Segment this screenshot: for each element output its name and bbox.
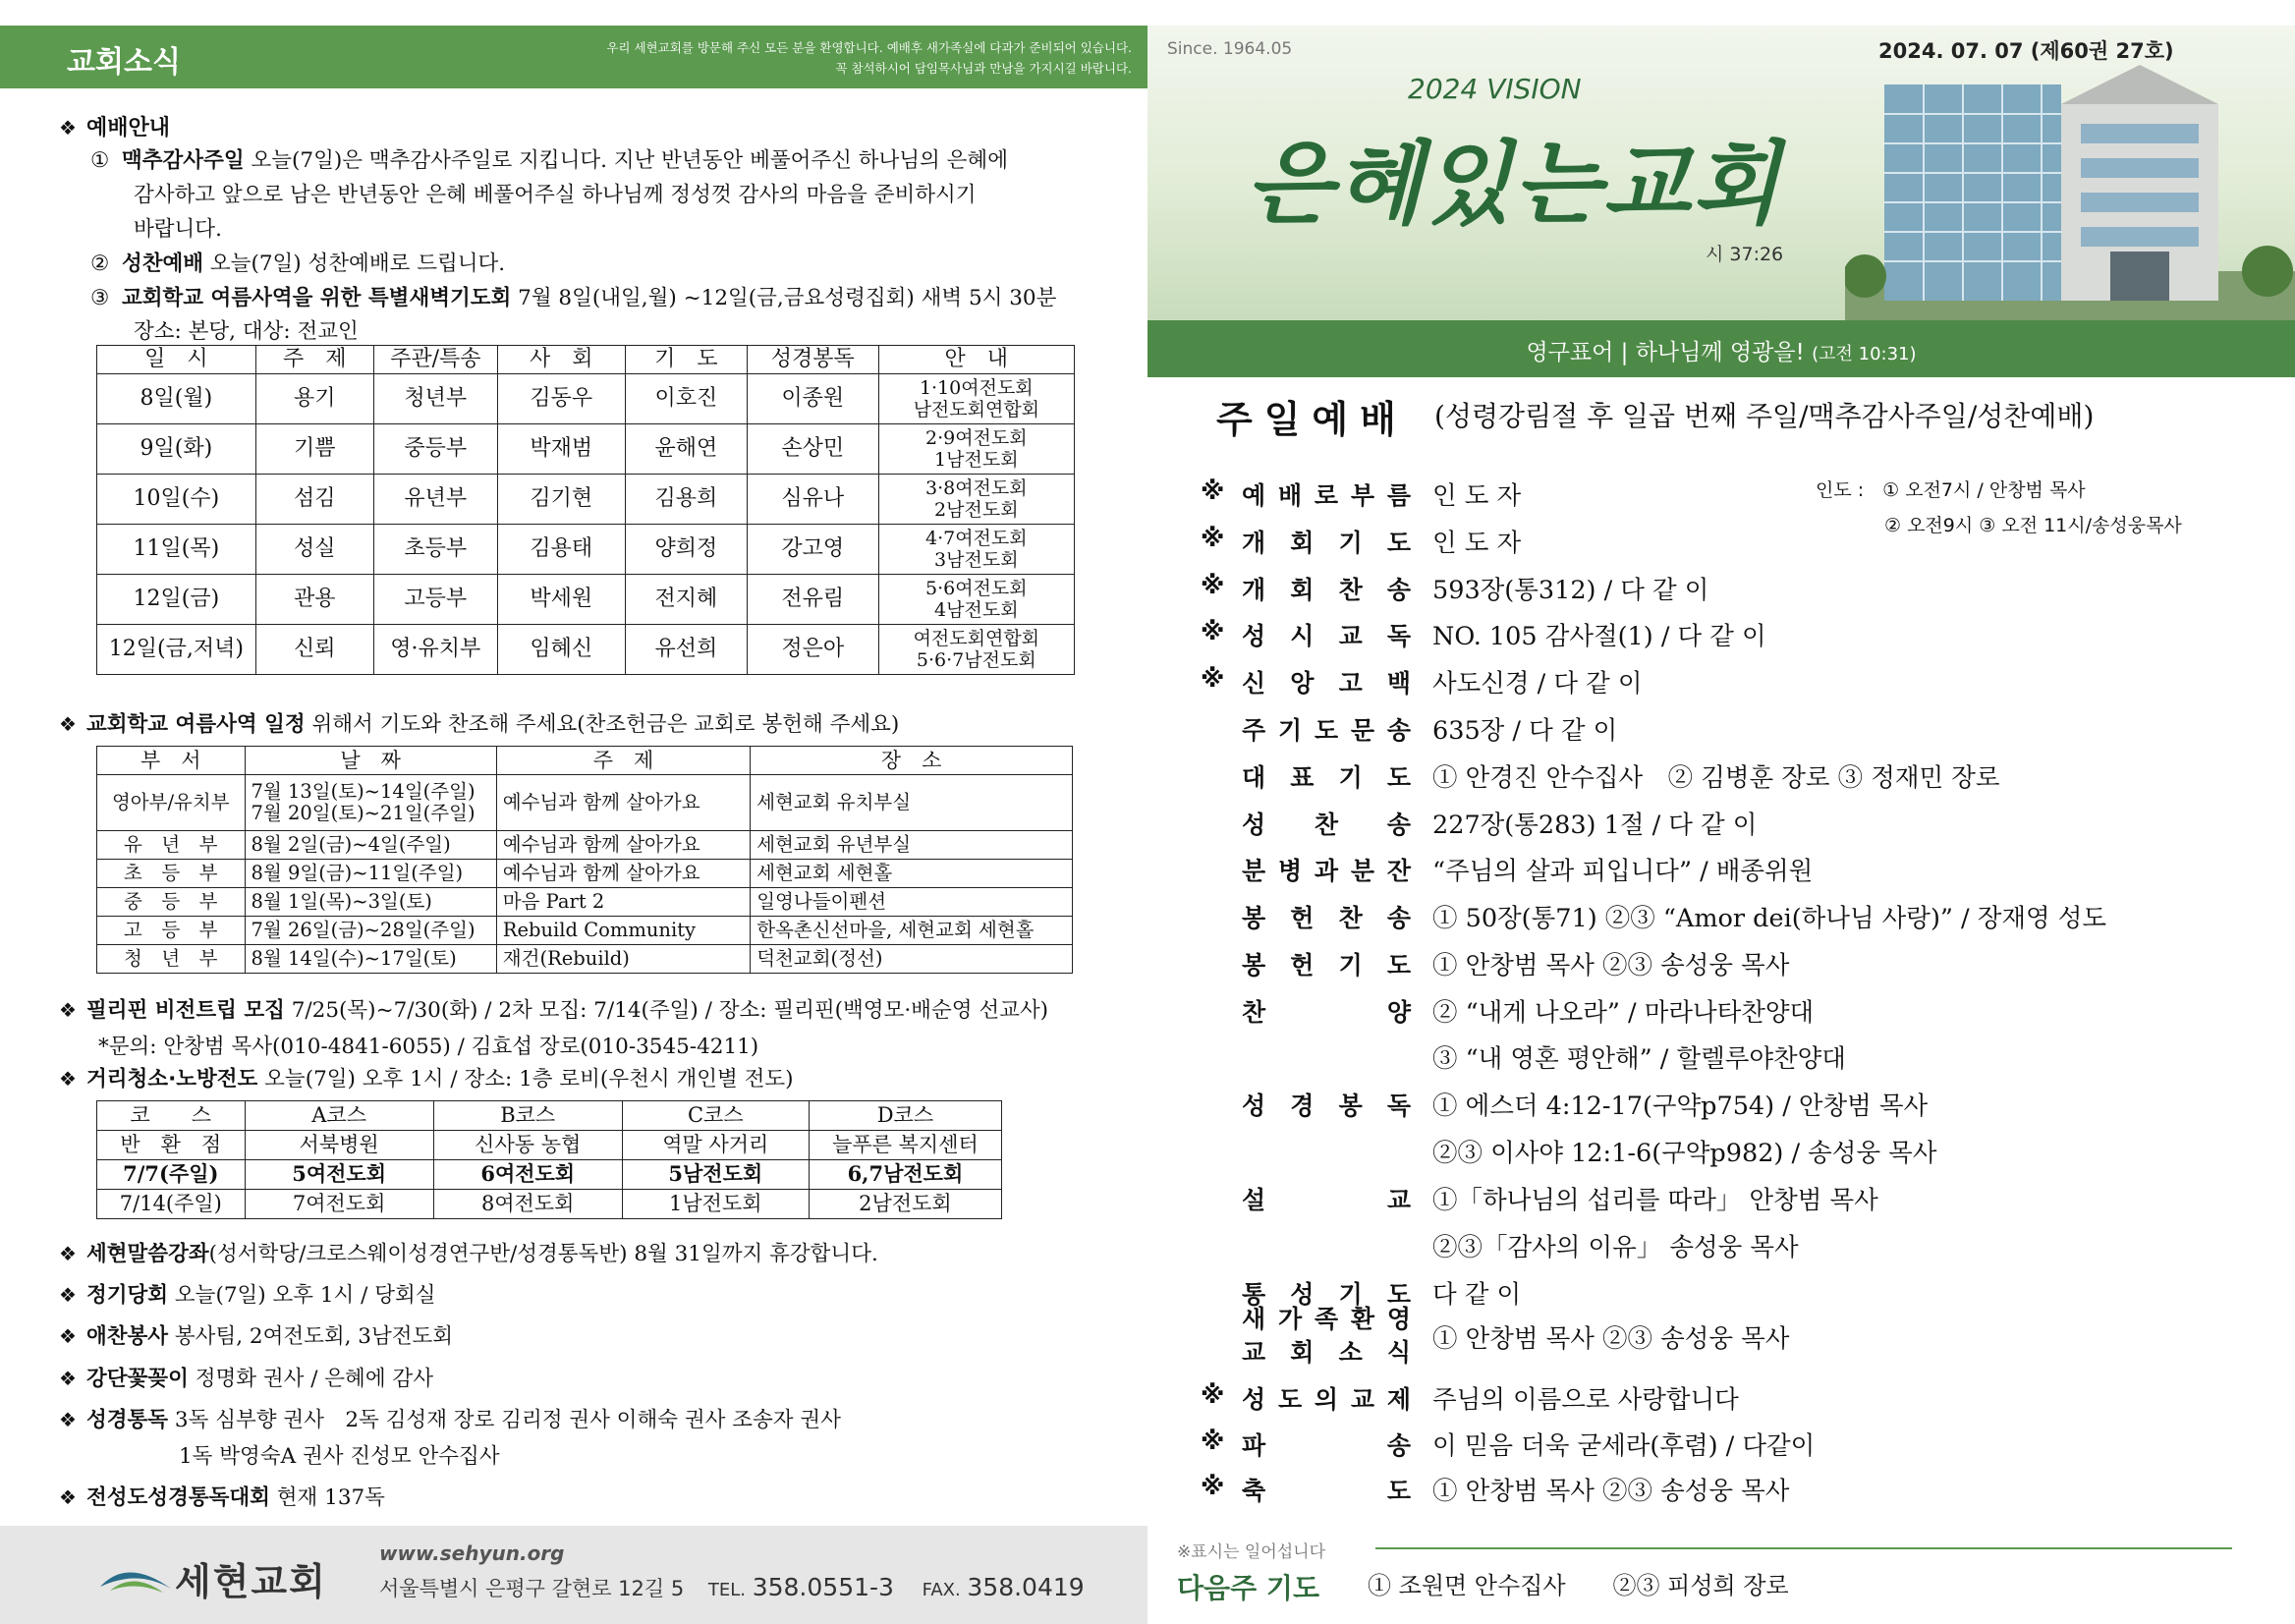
table-header-cell: 부 서	[97, 747, 246, 775]
table-cell: 8여전도회	[433, 1190, 622, 1219]
table-cell: 8월 14일(수)~17일(토)	[245, 945, 496, 974]
order-value: 사도신경 / 다 같 이	[1432, 669, 1643, 699]
standing-mark-icon: ※	[1201, 1427, 1225, 1455]
newsletter-title: 은혜있는교회	[1246, 132, 1782, 237]
table-cell: 7여전도회	[245, 1190, 433, 1219]
table-row	[97, 917, 1073, 945]
table-cell: 한옥촌신선마을, 세현교회 세현홀	[751, 917, 1073, 945]
table-cell: 강고영	[747, 525, 878, 575]
table-cell: 유 년 부	[97, 831, 246, 860]
table-cell: 여전도회연합회 5·6·7남전도회	[878, 625, 1074, 675]
worship-info-line	[90, 143, 1008, 174]
table-cell: 초등부	[373, 525, 497, 575]
item-title: 교회학교 여름사역을 위한 특별새벽기도회	[122, 286, 512, 310]
item-number: ②	[90, 252, 110, 276]
next-week-divider	[1375, 1547, 2232, 1549]
notice-item	[59, 1237, 878, 1267]
table-cell: 초 등 부	[97, 860, 246, 888]
table-row	[97, 525, 1075, 575]
order-label	[1242, 852, 1411, 887]
table-cell: 세현교회 세현홀	[751, 860, 1073, 888]
table-cell: 11일(목)	[97, 525, 256, 575]
order-label-text: 주 기 도 문 송	[1242, 716, 1411, 745]
order-label-text: 통 성 기 도	[1242, 1280, 1411, 1309]
footer-church-name: 세현교회	[175, 1560, 327, 1603]
table-cell: Rebuild Community	[496, 917, 750, 945]
diamond-bullet-icon: ❖	[59, 1283, 77, 1307]
diamond-bullet-icon: ❖	[59, 712, 77, 736]
table-cell: 역말 사거리	[622, 1131, 809, 1160]
notice-item	[179, 1439, 500, 1470]
table-cell: 10일(수)	[97, 475, 256, 525]
diamond-bullet-icon: ❖	[59, 1408, 77, 1431]
notice-text: 1독 박영숙A 권사 진성모 안수집사	[179, 1444, 500, 1469]
table-header-cell: 날 짜	[245, 747, 496, 775]
table-cell: 김용희	[625, 475, 747, 525]
footer-contact: 서울특별시 은평구 갈현로 12길 5 TEL. 358.0551-3 FAX. 358.0419	[379, 1573, 1085, 1601]
order-label	[1242, 1427, 1411, 1462]
worship-heading: ❖ 예배안내	[59, 116, 171, 140]
table-cell: 일영나들이펜션	[751, 888, 1073, 917]
table-cell: 전지혜	[625, 575, 747, 625]
diamond-bullet-icon: ❖	[59, 1485, 77, 1509]
table-cell: 2남전도회	[809, 1190, 1001, 1219]
item-title: 맥추감사주일	[122, 148, 245, 173]
order-value: 주님의 이름으로 사랑합니다	[1432, 1385, 1739, 1415]
standing-mark-icon: ※	[1201, 524, 1225, 552]
item-number: ①	[90, 148, 110, 173]
table-cell: 성실	[255, 525, 373, 575]
order-label-text: 성 도 의 교 제	[1242, 1385, 1411, 1414]
standing-mark-icon: ※	[1201, 664, 1225, 693]
worship-info-line	[134, 212, 222, 243]
order-value: ②③ 이사야 12:1-6(구약p982) / 송성웅 목사	[1432, 1139, 1937, 1168]
diamond-bullet-icon: ❖	[59, 1242, 77, 1265]
order-value: ① 안창범 목사 ②③ 송성웅 목사	[1432, 951, 1790, 980]
table-cell: 7/14(주일)	[97, 1190, 246, 1219]
table-cell: 영아부/유치부	[97, 775, 246, 831]
order-value: 이 믿음 더욱 굳세라(후렴) / 다같이	[1432, 1431, 1816, 1461]
table-header-cell: 주 제	[496, 747, 750, 775]
cleaning-heading: ❖ 거리청소·노방전도 오늘(7일) 오후 1시 / 장소: 1층 로비(우천시 개인별 전도)	[59, 1067, 794, 1092]
table-cell: 5여전도회	[245, 1160, 433, 1190]
philippines-inquiry: *문의: 안창범 목사(010-4841-6055) / 김효섭 장로(010-3545-4211)	[98, 1035, 759, 1059]
order-label-text: 개 회 찬 송	[1242, 576, 1411, 604]
church-logo-icon	[98, 1547, 173, 1596]
standing-mark-icon: ※	[1201, 571, 1225, 599]
order-label	[1242, 476, 1411, 512]
standing-mark-icon: ※	[1201, 1380, 1225, 1409]
table-header-cell: 장 소	[751, 747, 1073, 775]
order-label-text: 개 회 기 도	[1242, 529, 1411, 557]
table-cell: 용기	[255, 374, 373, 424]
leader-info-1: 인도 : ① 오전7시 / 안창범 목사	[1816, 479, 2086, 501]
table-header-cell: C코스	[622, 1101, 809, 1131]
notice-title: 정기당회	[86, 1283, 169, 1308]
table-header-row	[97, 346, 1075, 374]
table-row	[97, 424, 1075, 475]
table-cell: 반 환 점	[97, 1131, 246, 1160]
table-cell: 중등부	[373, 424, 497, 475]
order-label	[1242, 571, 1411, 606]
item-text: 7월 8일(내일,월) ~12일(금,금요성령집회) 새벽 5시 30분	[511, 286, 1057, 310]
table-cell: 세현교회 유치부실	[751, 775, 1073, 831]
notice-title: 강단꽃꽂이	[86, 1367, 189, 1391]
table-cell: 8월 9일(금)~11일(주일)	[245, 860, 496, 888]
prayer-meeting-table	[96, 345, 1075, 675]
order-label-text: 예 배 로 부 름	[1242, 481, 1411, 510]
footer-tel: 358.0551-3	[752, 1573, 894, 1601]
table-cell: 7/7(주일)	[97, 1160, 246, 1190]
notice-text: 정명화 권사 / 은혜에 감사	[188, 1367, 433, 1391]
table-cell: 임혜신	[497, 625, 625, 675]
motto-text: 영구표어 | 하나님께 영광을! (고전 10:31)	[1526, 340, 1917, 365]
diamond-bullet-icon: ❖	[59, 1324, 77, 1348]
notice-title: 애찬봉사	[86, 1324, 169, 1349]
table-header-cell: 코 스	[97, 1101, 246, 1131]
table-row	[97, 831, 1073, 860]
diamond-bullet-icon: ❖	[59, 998, 77, 1022]
church-building-image	[1845, 45, 2295, 320]
table-header-cell: 사 회	[497, 346, 625, 374]
table-cell: 8월 1일(목)~3일(토)	[245, 888, 496, 917]
table-cell: 이종원	[747, 374, 878, 424]
table-row	[97, 945, 1073, 974]
table-cell: 신뢰	[255, 625, 373, 675]
order-value: ① 에스더 4:12-17(구약p754) / 안창범 목사	[1432, 1092, 1929, 1121]
table-cell: 12일(금,저녁)	[97, 625, 256, 675]
table-cell: 양희정	[625, 525, 747, 575]
table-cell: 5·6여전도회 4남전도회	[878, 575, 1074, 625]
leader-info-2: ② 오전9시 ③ 오전 11시/송성웅목사	[1884, 515, 2182, 536]
order-value: ① 안창범 목사 ②③ 송성웅 목사	[1432, 1324, 1790, 1354]
order-value: ② “내게 나오라” / 마라나타찬양대	[1432, 998, 1815, 1028]
table-row	[97, 1160, 1002, 1190]
item-text: 오늘(7일)은 맥추감사주일로 지킵니다. 지난 반년동안 베풀어주신 하나님의 은혜에	[244, 148, 1008, 173]
table-cell: 정은아	[747, 625, 878, 675]
order-label-text: 봉 헌 찬 송	[1242, 904, 1411, 932]
order-label-text: 봉 헌 기 도	[1242, 951, 1411, 980]
table-cell: 3·8여전도회 2남전도회	[878, 475, 1074, 525]
order-value: “주님의 살과 피입니다” / 배종위원	[1432, 857, 1814, 886]
table-cell: 9일(화)	[97, 424, 256, 475]
order-label-text: 파 송	[1242, 1431, 1411, 1460]
table-header-row	[97, 747, 1073, 775]
table-row	[97, 575, 1075, 625]
table-cell: 전유림	[747, 575, 878, 625]
order-label-text: 대 표 기 도	[1242, 763, 1411, 792]
order-label	[1242, 993, 1411, 1029]
notice-text: 현재 137독	[269, 1485, 385, 1510]
notice-item	[59, 1278, 436, 1309]
table-cell: 김동우	[497, 374, 625, 424]
diamond-bullet-icon: ❖	[59, 1367, 77, 1390]
philippines-heading: ❖ 필리핀 비전트립 모집 7/25(목)~7/30(화) / 2차 모집: 7/14(주일) / 장소: 필리핀(백영모·배순영 선교사)	[59, 998, 1049, 1023]
table-header-cell: 주 제	[255, 346, 373, 374]
masthead-banner	[1148, 26, 2295, 320]
table-cell: 유선희	[625, 625, 747, 675]
table-cell: 7월 26일(금)~28일(주일)	[245, 917, 496, 945]
order-label-text: 성 찬 송	[1242, 811, 1411, 839]
order-label	[1242, 617, 1411, 652]
table-cell: 4·7여전도회 3남전도회	[878, 525, 1074, 575]
table-cell: 박세원	[497, 575, 625, 625]
order-label-text: 성 시 교 독	[1242, 622, 1411, 650]
title-verse: 시 37:26	[1706, 244, 1784, 265]
footer-website-link[interactable]: www.sehyun.org	[379, 1541, 565, 1565]
left-footer	[0, 1526, 1148, 1624]
service-title: 주일예배	[1216, 398, 1408, 441]
notice-title: 세현말씀강좌	[86, 1242, 209, 1266]
table-cell: 윤해연	[625, 424, 747, 475]
table-cell: 손상민	[747, 424, 878, 475]
notice-item	[59, 1481, 385, 1511]
order-label	[1242, 946, 1411, 981]
table-header-row	[97, 1101, 1002, 1131]
table-row	[97, 1190, 1002, 1219]
order-value: 227장(통283) 1절 / 다 같 이	[1432, 811, 1758, 840]
table-header-cell: D코스	[809, 1101, 1001, 1131]
table-cell: 김기현	[497, 475, 625, 525]
item-text: 오늘(7일) 성찬예배로 드립니다.	[203, 252, 506, 276]
table-cell: 서북병원	[245, 1131, 433, 1160]
footer-address: 서울특별시 은평구 갈현로 12길 5	[379, 1577, 685, 1600]
order-label	[1242, 899, 1411, 934]
item-text: 감사하고 앞으로 남은 반년동안 은혜 베풀어주실 하나님께 정성껏 감사의 마음을 준비하시기	[134, 183, 977, 207]
order-label	[1242, 1472, 1411, 1507]
footer-fax: 358.0419	[967, 1573, 1085, 1601]
item-text: 바랍니다.	[134, 217, 222, 242]
table-cell: 7월 13일(토)~14일(주일) 7월 20일(토)~21일(주일)	[245, 775, 496, 831]
notice-item	[59, 1319, 453, 1350]
order-value: NO. 105 감사절(1) / 다 같 이	[1432, 622, 1766, 651]
summer-schedule-table	[96, 746, 1073, 974]
worship-info-line	[134, 314, 359, 345]
table-cell: 청년부	[373, 374, 497, 424]
left-header-note: 우리 세현교회를 방문해 주신 모든 분을 환영합니다. 예배후 새가족실에 다과가 준비되어 있습니다. 꼭 참석하시어 담임목사님과 만남을 가지시길 바랍니다.	[606, 40, 1132, 76]
order-label	[1242, 1087, 1411, 1122]
order-value: ① 안경진 안수집사 ② 김병훈 장로 ③ 정재민 장로	[1432, 763, 2000, 793]
table-cell: 6여전도회	[433, 1160, 622, 1190]
standing-mark-icon: ※	[1201, 617, 1225, 645]
order-label-text: 신 앙 고 백	[1242, 669, 1411, 698]
since-label: Since. 1964.05	[1167, 39, 1293, 59]
order-label-text: 설 교	[1242, 1186, 1411, 1214]
table-cell: 6,7남전도회	[809, 1160, 1001, 1190]
table-cell: 예수님과 함께 살아가요	[496, 831, 750, 860]
motto-bar	[1148, 320, 2295, 377]
order-label	[1242, 758, 1411, 794]
table-cell: 세현교회 유년부실	[751, 831, 1073, 860]
order-value: ① 안창범 목사 ②③ 송성웅 목사	[1432, 1477, 1790, 1506]
standing-mark-icon: ※	[1201, 1472, 1225, 1500]
table-cell: 영·유치부	[373, 625, 497, 675]
notice-title: 전성도성경통독대회	[86, 1485, 270, 1510]
next-week-label: 다음주 기도	[1177, 1572, 1319, 1604]
worship-info-line	[134, 178, 977, 208]
table-cell: 유년부	[373, 475, 497, 525]
table-cell: 덕천교회(정선)	[751, 945, 1073, 974]
table-cell: 예수님과 함께 살아가요	[496, 860, 750, 888]
order-value: 인 도 자	[1432, 481, 1522, 511]
table-header-cell: 성경봉독	[747, 346, 878, 374]
order-label	[1242, 664, 1411, 700]
table-cell: 심유나	[747, 475, 878, 525]
table-row	[97, 888, 1073, 917]
order-value: 593장(통312) / 다 같 이	[1432, 576, 1709, 605]
table-header-cell: 안 내	[878, 346, 1074, 374]
table-cell: 이호진	[625, 374, 747, 424]
cleaning-course-table	[96, 1100, 1002, 1219]
order-value: ②③「감사의 이유」 송성웅 목사	[1432, 1233, 1799, 1262]
item-text: 장소: 본당, 대상: 전교인	[134, 319, 359, 344]
order-label	[1242, 1380, 1411, 1416]
order-label-text: 분 병 과 분 잔	[1242, 857, 1411, 885]
table-cell: 12일(금)	[97, 575, 256, 625]
issue-date: 2024. 07. 07 (제60권 27호)	[1878, 39, 2174, 63]
table-cell: 늘푸른 복지센터	[809, 1131, 1001, 1160]
notice-text: 오늘(7일) 오후 1시 / 당회실	[168, 1283, 436, 1308]
notice-title: 성경통독	[86, 1408, 169, 1432]
order-value: 635장 / 다 같 이	[1432, 716, 1618, 746]
table-cell: 관용	[255, 575, 373, 625]
table-cell: 재건(Rebuild)	[496, 945, 750, 974]
service-subtitle: (성령강림절 후 일곱 번째 주일/맥추감사주일/성찬예배)	[1434, 400, 2095, 432]
table-header-cell: A코스	[245, 1101, 433, 1131]
table-row	[97, 625, 1075, 675]
table-cell: 중 등 부	[97, 888, 246, 917]
order-label-text: 교 회 소 식	[1242, 1338, 1411, 1367]
standing-footnote: ※표시는 일어섭니다	[1177, 1542, 1326, 1562]
vision-label: 2024 VISION	[1408, 73, 1582, 105]
notice-text: (성서학당/크로스웨이성경연구반/성경통독반) 8월 31일까지 휴강합니다.	[208, 1242, 878, 1266]
table-row	[97, 374, 1075, 424]
next-week-prayer: ① 조원면 안수집사 ②③ 피성희 장로	[1368, 1572, 1789, 1599]
table-cell: 2·9여전도회 1남전도회	[878, 424, 1074, 475]
order-value: ①「하나님의 섭리를 따라」 안창범 목사	[1432, 1186, 1878, 1215]
worship-info-line	[90, 247, 505, 277]
table-cell: 섬김	[255, 475, 373, 525]
order-label-text: 새 가 족 환 영	[1242, 1305, 1411, 1333]
order-label	[1242, 806, 1411, 841]
order-label-text: 찬 양	[1242, 998, 1411, 1027]
order-label-text: 축 도	[1242, 1477, 1411, 1505]
table-cell: 1남전도회	[622, 1190, 809, 1219]
table-cell: 1·10여전도회 남전도회연합회	[878, 374, 1074, 424]
table-cell: 5남전도회	[622, 1160, 809, 1190]
table-header-cell: 주관/특송	[373, 346, 497, 374]
table-row	[97, 860, 1073, 888]
order-label	[1242, 711, 1411, 747]
summer-heading: ❖ 교회학교 여름사역 일정 위해서 기도와 찬조해 주세요(찬조헌금은 교회로 봉헌해 주세요)	[59, 712, 900, 737]
table-header-cell: 일 시	[97, 346, 256, 374]
standing-mark-icon: ※	[1201, 476, 1225, 505]
notice-item	[59, 1362, 433, 1392]
order-label	[1242, 1300, 1411, 1369]
item-title: 성찬예배	[122, 252, 204, 276]
order-label	[1242, 524, 1411, 559]
diamond-bullet-icon: ❖	[59, 1067, 77, 1091]
table-cell: 김용태	[497, 525, 625, 575]
diamond-bullet-icon: ❖	[59, 116, 77, 140]
order-value: ③ “내 영혼 평안해” / 할렐루야찬양대	[1432, 1044, 1846, 1074]
table-row	[97, 475, 1075, 525]
table-cell: 박재범	[497, 424, 625, 475]
table-header-cell: B코스	[433, 1101, 622, 1131]
notice-item	[59, 1403, 841, 1433]
table-cell: 예수님과 함께 살아가요	[496, 775, 750, 831]
order-label-text: 성 경 봉 독	[1242, 1092, 1411, 1120]
worship-info-line	[90, 281, 1056, 311]
order-label	[1242, 1181, 1411, 1216]
item-number: ③	[90, 286, 110, 310]
table-cell: 청 년 부	[97, 945, 246, 974]
order-value: ① 50장(통71) ②③ “Amor dei(하나님 사랑)” / 장재영 성도	[1432, 904, 2107, 933]
table-cell: 신사동 농협	[433, 1131, 622, 1160]
notice-text: 3독 심부향 권사 2독 김성재 장로 김리정 권사 이해숙 권사 조송자 권사	[168, 1408, 841, 1432]
table-cell: 마음 Part 2	[496, 888, 750, 917]
table-cell: 고 등 부	[97, 917, 246, 945]
order-value: 다 같 이	[1432, 1280, 1522, 1310]
table-header-cell: 기 도	[625, 346, 747, 374]
notice-text: 봉사팀, 2여전도회, 3남전도회	[168, 1324, 454, 1349]
table-cell: 8월 2일(금)~4일(주일)	[245, 831, 496, 860]
table-row	[97, 775, 1073, 831]
table-cell: 고등부	[373, 575, 497, 625]
order-value: 인 도 자	[1432, 529, 1522, 558]
table-cell: 8일(월)	[97, 374, 256, 424]
table-row	[97, 1131, 1002, 1160]
left-header-title: 교회소식	[67, 45, 181, 80]
table-cell: 기쁨	[255, 424, 373, 475]
